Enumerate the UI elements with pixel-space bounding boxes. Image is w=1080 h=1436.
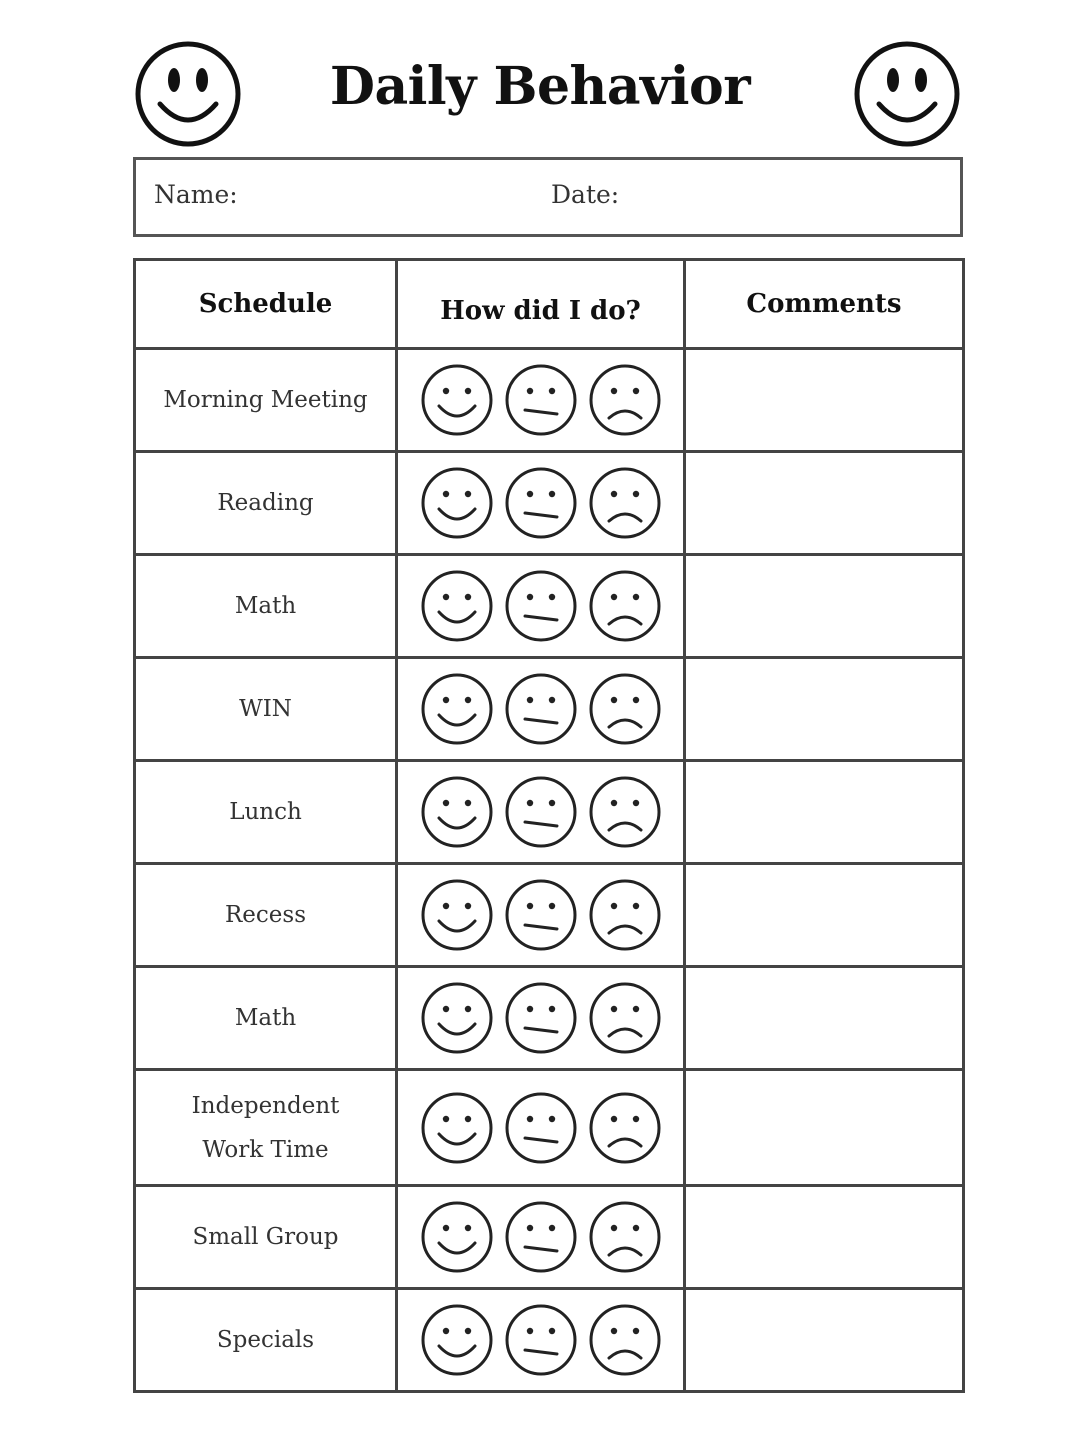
schedule-label: Specials <box>216 1327 315 1353</box>
rating-cell <box>397 555 685 658</box>
happy-face-icon[interactable] <box>419 671 495 747</box>
schedule-cell <box>135 1186 397 1289</box>
happy-face-icon[interactable] <box>419 877 495 953</box>
neutral-face-icon[interactable] <box>503 877 579 953</box>
name-date-box <box>133 157 963 237</box>
table-row <box>135 761 964 864</box>
rating-cell <box>397 452 685 555</box>
comments-cell[interactable] <box>685 1289 964 1392</box>
neutral-face-icon[interactable] <box>503 980 579 1056</box>
behavior-table <box>133 258 965 1393</box>
sad-face-icon[interactable] <box>587 1090 663 1166</box>
rating-cell <box>397 1070 685 1186</box>
sad-face-icon[interactable] <box>587 362 663 438</box>
sad-face-icon[interactable] <box>587 1302 663 1378</box>
schedule-cell <box>135 555 397 658</box>
schedule-label: Reading <box>217 490 314 516</box>
page-title: Daily Behavior <box>329 56 751 117</box>
column-header-rating: How did I do? <box>397 260 685 349</box>
schedule-label: Math <box>234 1005 297 1031</box>
comments-cell[interactable] <box>685 864 964 967</box>
comments-cell[interactable] <box>685 452 964 555</box>
comments-cell[interactable] <box>685 658 964 761</box>
comments-cell[interactable] <box>685 1070 964 1186</box>
table-row <box>135 452 964 555</box>
neutral-face-icon[interactable] <box>503 1090 579 1166</box>
rating-cell <box>397 864 685 967</box>
rating-cell <box>397 1289 685 1392</box>
neutral-face-icon[interactable] <box>503 362 579 438</box>
sad-face-icon[interactable] <box>587 877 663 953</box>
schedule-label: Independent Work Time <box>191 1092 340 1163</box>
column-header-schedule: Schedule <box>135 260 397 349</box>
table-row <box>135 658 964 761</box>
schedule-cell <box>135 452 397 555</box>
happy-face-icon[interactable] <box>419 1199 495 1275</box>
schedule-label: Morning Meeting <box>163 387 368 413</box>
schedule-cell <box>135 967 397 1070</box>
neutral-face-icon[interactable] <box>503 465 579 541</box>
schedule-cell <box>135 658 397 761</box>
neutral-face-icon[interactable] <box>503 1199 579 1275</box>
comments-cell[interactable] <box>685 1186 964 1289</box>
schedule-label: Math <box>234 593 297 619</box>
schedule-cell <box>135 349 397 452</box>
rating-cell <box>397 658 685 761</box>
rating-cell <box>397 967 685 1070</box>
happy-face-icon[interactable] <box>419 465 495 541</box>
rating-cell <box>397 349 685 452</box>
neutral-face-icon[interactable] <box>503 671 579 747</box>
schedule-cell <box>135 864 397 967</box>
sad-face-icon[interactable] <box>587 774 663 850</box>
schedule-label: Recess <box>224 902 307 928</box>
sad-face-icon[interactable] <box>587 1199 663 1275</box>
happy-face-icon[interactable] <box>419 1090 495 1166</box>
table-row <box>135 1186 964 1289</box>
schedule-label: Lunch <box>229 799 302 825</box>
happy-face-icon[interactable] <box>419 568 495 644</box>
happy-face-icon[interactable] <box>419 1302 495 1378</box>
schedule-cell <box>135 1070 397 1186</box>
table-row <box>135 967 964 1070</box>
comments-cell[interactable] <box>685 761 964 864</box>
sad-face-icon[interactable] <box>587 671 663 747</box>
neutral-face-icon[interactable] <box>503 1302 579 1378</box>
rating-cell <box>397 761 685 864</box>
comments-cell[interactable] <box>685 555 964 658</box>
table-row <box>135 1070 964 1186</box>
schedule-cell <box>135 1289 397 1392</box>
table-row <box>135 349 964 452</box>
table-row <box>135 1289 964 1392</box>
happy-face-icon[interactable] <box>419 774 495 850</box>
comments-cell[interactable] <box>685 349 964 452</box>
sad-face-icon[interactable] <box>587 465 663 541</box>
happy-face-icon[interactable] <box>419 362 495 438</box>
sad-face-icon[interactable] <box>587 980 663 1056</box>
column-header-comments: Comments <box>685 260 964 349</box>
date-label: Date: <box>551 180 620 209</box>
table-row <box>135 864 964 967</box>
neutral-face-icon[interactable] <box>503 568 579 644</box>
comments-cell[interactable] <box>685 967 964 1070</box>
schedule-cell <box>135 761 397 864</box>
table-header-row <box>135 260 964 349</box>
big-smiley-icon-right <box>853 40 961 148</box>
neutral-face-icon[interactable] <box>503 774 579 850</box>
rating-cell <box>397 1186 685 1289</box>
schedule-label: Small Group <box>192 1224 339 1250</box>
schedule-label: WIN <box>239 696 292 722</box>
table-row <box>135 555 964 658</box>
name-label: Name: <box>154 180 238 209</box>
sad-face-icon[interactable] <box>587 568 663 644</box>
happy-face-icon[interactable] <box>419 980 495 1056</box>
